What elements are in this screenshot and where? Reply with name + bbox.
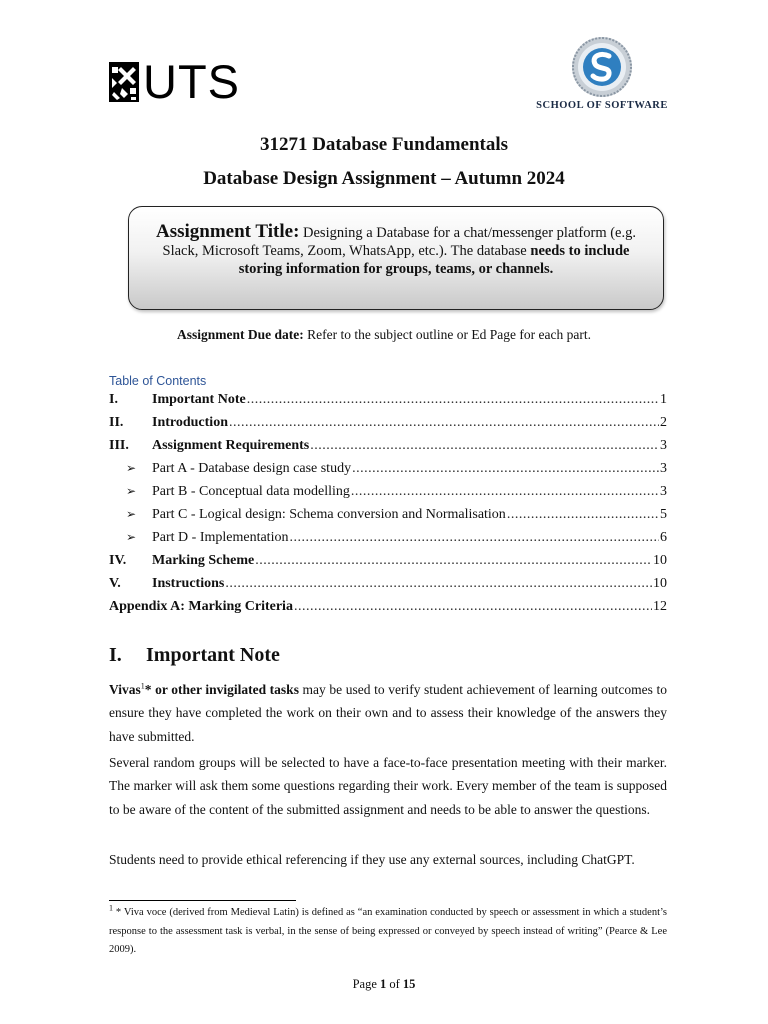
toc-entry-page: 6 — [660, 530, 667, 545]
page-number — [0, 977, 768, 992]
school-name: SCHOOL OF SOFTWARE — [536, 100, 668, 111]
school-seal-icon — [571, 36, 633, 98]
toc-entry-part-d[interactable] — [109, 530, 667, 550]
toc-entry-page: 10 — [653, 553, 667, 568]
toc-heading: Table of Contents — [109, 374, 207, 388]
assignment-title: Database Design Assignment – Autumn 2024 — [203, 168, 565, 189]
course-title: 31271 Database Fundamentals — [259, 134, 509, 155]
assignment-title-lead: Assignment Title: — [156, 221, 300, 242]
toc-leader — [229, 415, 659, 431]
toc-entry-number: V. — [109, 576, 121, 591]
toc-leader — [289, 530, 659, 546]
footnote — [109, 904, 667, 960]
toc-entry-label: Assignment Requirements — [152, 438, 310, 453]
page-of: of — [386, 977, 403, 991]
paragraph-vivas — [109, 678, 667, 748]
toc-entry-label: Appendix A: Marking Criteria — [109, 599, 293, 614]
toc-entry-instructions[interactable] — [109, 576, 667, 596]
toc-entry-page: 5 — [660, 507, 667, 522]
paragraph-vivas-text: may be used to verify student achievement of learning outcomes to ensure they have completed the work on their own and to assess their knowledge of the answers they have submitted. — [109, 682, 668, 744]
uts-logo — [109, 55, 240, 108]
assignment-title-box — [128, 206, 664, 310]
arrow-bullet-icon: ➢ — [126, 484, 137, 498]
toc-entry-label: Marking Scheme — [152, 553, 255, 568]
uts-wordmark: UTS — [143, 55, 240, 108]
footnote-number: 1 — [109, 903, 113, 913]
toc-entry-label: Part D - Implementation — [152, 530, 289, 545]
section-heading — [109, 644, 280, 667]
toc-entry-number: IV. — [109, 553, 127, 568]
page-prefix: Page — [352, 977, 380, 991]
footnote-text: * Viva voce (derived from Medieval Latin) is defined as “an examination conducted by speech or assessment in which a student’s response to the assessment task is verbal, in the sense of being expressed or conveyed by speech instead of writing” (Pearce & Lee 2009). — [109, 907, 667, 956]
invigilated-tasks-term: * or other invigilated tasks — [144, 682, 299, 697]
toc-leader — [507, 507, 659, 523]
toc-entry-page: 1 — [660, 392, 667, 407]
toc-leader — [352, 461, 659, 477]
uts-crest-icon — [109, 62, 139, 102]
page-current: 1 — [380, 977, 387, 991]
toc-entry-page: 2 — [660, 415, 667, 430]
section-title: Important Note — [146, 644, 280, 666]
toc-leader — [225, 576, 652, 592]
toc-entry-page: 3 — [660, 438, 667, 453]
toc-entry-part-b[interactable] — [109, 484, 667, 504]
toc-entry-page: 10 — [653, 576, 667, 591]
toc-entry-label: Part A - Database design case study — [152, 461, 352, 476]
assignment-title-text: Designing a Database for a chat/messenger platform (e.g. Slack, Microsoft Teams, Zoom, WhatsApp, etc.). The database — [162, 225, 636, 259]
assignment-title-requirement: needs to include storing information for groups, teams, or channels. — [238, 243, 630, 277]
toc-entry-number: II. — [109, 415, 124, 430]
toc-entry-assignment-requirements[interactable] — [109, 438, 667, 458]
toc-entry-label: Instructions — [152, 576, 225, 591]
vivas-term: Vivas — [109, 682, 141, 697]
section-number: I. — [109, 644, 122, 666]
footnote-ref: 1 — [140, 681, 145, 691]
toc-entry-label: Important Note — [152, 392, 246, 407]
page-total: 15 — [402, 977, 416, 991]
due-date-label: Assignment Due date: — [177, 327, 304, 342]
toc-entry-page: 12 — [653, 599, 667, 614]
toc-entry-part-c[interactable] — [109, 507, 667, 527]
toc-leader — [351, 484, 659, 500]
due-date — [0, 327, 768, 343]
paragraph-random-groups: Several random groups will be selected to have a face-to-face presentation meeting with their marker. The marker will ask them some questions regarding their work. Every member of the team is supposed to be aware of the content of the submitted assignment and needs to be able to answer the questions. — [109, 755, 667, 817]
school-of-software-logo — [532, 36, 672, 111]
toc-leader — [310, 438, 659, 454]
toc-entry-appendix-a[interactable] — [109, 599, 667, 619]
toc-entry-introduction[interactable] — [109, 415, 667, 435]
toc-entry-label: Introduction — [152, 415, 228, 430]
toc-leader — [294, 599, 652, 615]
toc-leader — [247, 392, 659, 408]
arrow-bullet-icon: ➢ — [126, 530, 137, 544]
toc-entry-important-note[interactable] — [109, 392, 667, 412]
toc-entry-number: I. — [109, 392, 118, 407]
footnote-divider — [109, 900, 296, 901]
toc-entry-page: 3 — [660, 484, 667, 499]
toc-entry-marking-scheme[interactable] — [109, 553, 667, 573]
arrow-bullet-icon: ➢ — [126, 461, 137, 475]
paragraph-referencing: Students need to provide ethical referencing if they use any external sources, including ChatGPT. — [109, 852, 635, 867]
arrow-bullet-icon: ➢ — [126, 507, 137, 521]
toc-entry-number: III. — [109, 438, 129, 453]
toc-leader — [255, 553, 652, 569]
toc-entry-part-a[interactable] — [109, 461, 667, 481]
due-date-text: Refer to the subject outline or Ed Page for each part. — [303, 327, 591, 342]
toc-entry-page: 3 — [660, 461, 667, 476]
toc-entry-label: Part B - Conceptual data modelling — [152, 484, 350, 499]
toc-entry-label: Part C - Logical design: Schema conversion and Normalisation — [152, 507, 506, 522]
